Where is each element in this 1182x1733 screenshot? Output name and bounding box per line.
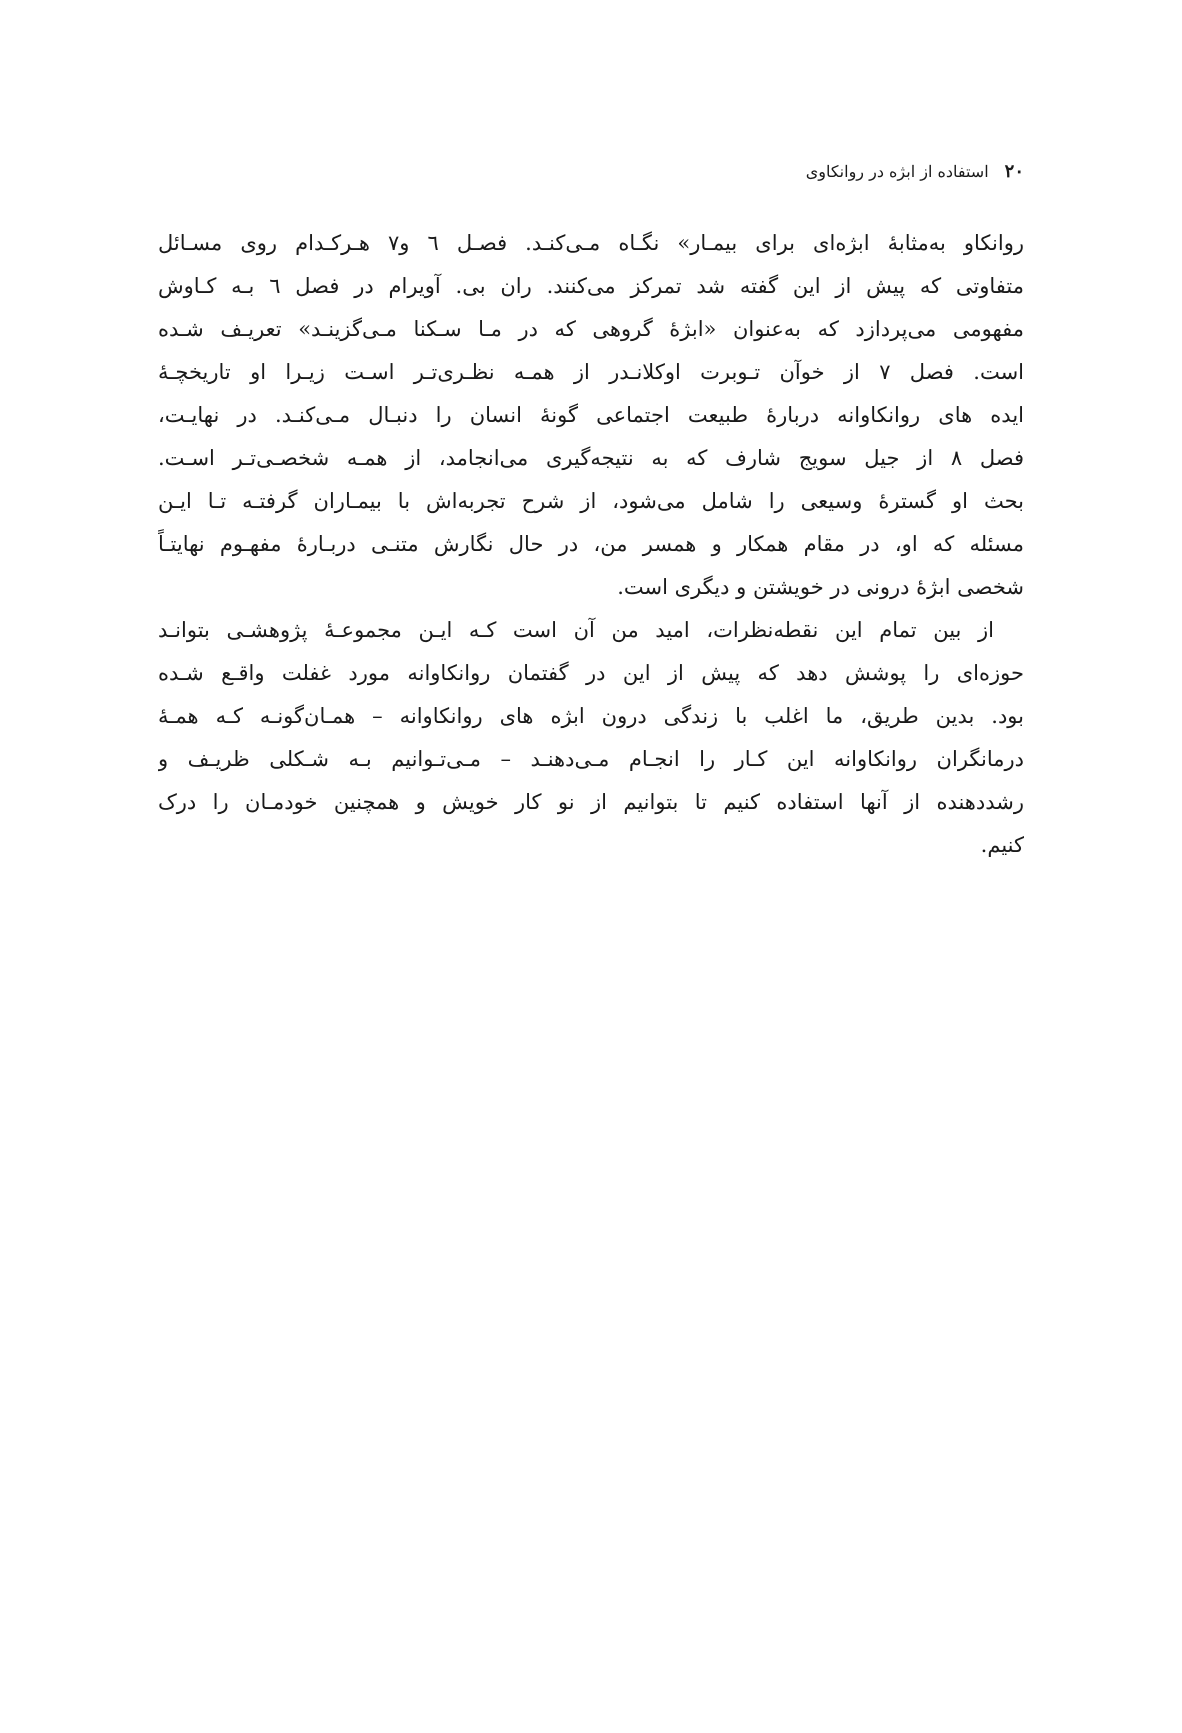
text-line: است. فصل ۷ از خوآن تـوبرت اوکلانـدر از همـه نظـری‌تـر اسـت زیـرا او تاریخچـهٔ bbox=[158, 360, 1024, 384]
text-line: از بین تمام این نقطه‌نظرات، امید من آن است کـه ایـن مجموعـهٔ پژوهشـی بتوانـد bbox=[158, 618, 994, 642]
text-line: رشددهنده از آنها استفاده کنیم تا بتوانیم از نو کار خویش و همچنین خودمـان را درک bbox=[158, 790, 1024, 814]
text-line: شخصی ابژهٔ درونی در خویشتن و دیگری است. bbox=[617, 575, 1024, 599]
text-line: کنیم. bbox=[980, 833, 1024, 857]
text-line: درمانگران روانکاوانه این کـار را انجـام مـی‌دهنـد – مـی‌تـوانیم بـه شـکلی ظریـف و bbox=[158, 747, 1024, 771]
page-number: ۲۰ bbox=[1004, 161, 1024, 182]
text-line: بحث او گسترهٔ وسیعی را شامل می‌شود، از شرح تجربه‌اش با بیمـاران گرفتـه تـا ایـن bbox=[158, 489, 1024, 513]
text-line: بود. بدین طریق، ما اغلب با زندگی درون ابژه های روانکاوانه – همـان‌گونـه کـه همـهٔ bbox=[158, 704, 1024, 728]
paragraph bbox=[158, 222, 1024, 609]
text-line: روانکاو به‌مثابهٔ ابژه‌ای برای بیمـار» نگـاه مـی‌کنـد. فصـل ٦ و٧ هـرکـدام روی مسـائل bbox=[158, 231, 1024, 255]
body-text bbox=[158, 222, 1024, 867]
running-header bbox=[158, 160, 1024, 184]
text-line: ایده های روانکاوانه دربارهٔ طبیعت اجتماعی گونهٔ انسان را دنبـال مـی‌کنـد. در نهایـت، bbox=[158, 403, 1024, 427]
text-line: متفاوتی که پیش از این گفته شد تمرکز می‌کنند. ران بی. آویرام در فصل ٦ بـه کـاوش bbox=[158, 274, 1024, 298]
text-line: مسئله که او، در مقام همکار و همسر من، در حال نگارش متنـی دربـارهٔ مفهـوم نهایتـاً bbox=[158, 532, 1024, 556]
paragraph bbox=[158, 609, 1024, 867]
text-line: حوزه‌ای را پوشش دهد که پیش از این در گفتمان روانکاوانه مورد غفلت واقـع شـده bbox=[158, 661, 1024, 685]
running-title: استفاده از ابژه در روانکاوی bbox=[805, 162, 989, 181]
text-line: فصل ۸ از جیل سویج شارف که به نتیجه‌گیری می‌انجامد، از همـه شخصـی‌تـر اسـت. bbox=[158, 446, 1024, 470]
text-line: مفهومی می‌پردازد که به‌عنوان «ابژهٔ گروهی که در مـا سـکنا مـی‌گزینـد» تعریـف شـده bbox=[158, 317, 1024, 341]
